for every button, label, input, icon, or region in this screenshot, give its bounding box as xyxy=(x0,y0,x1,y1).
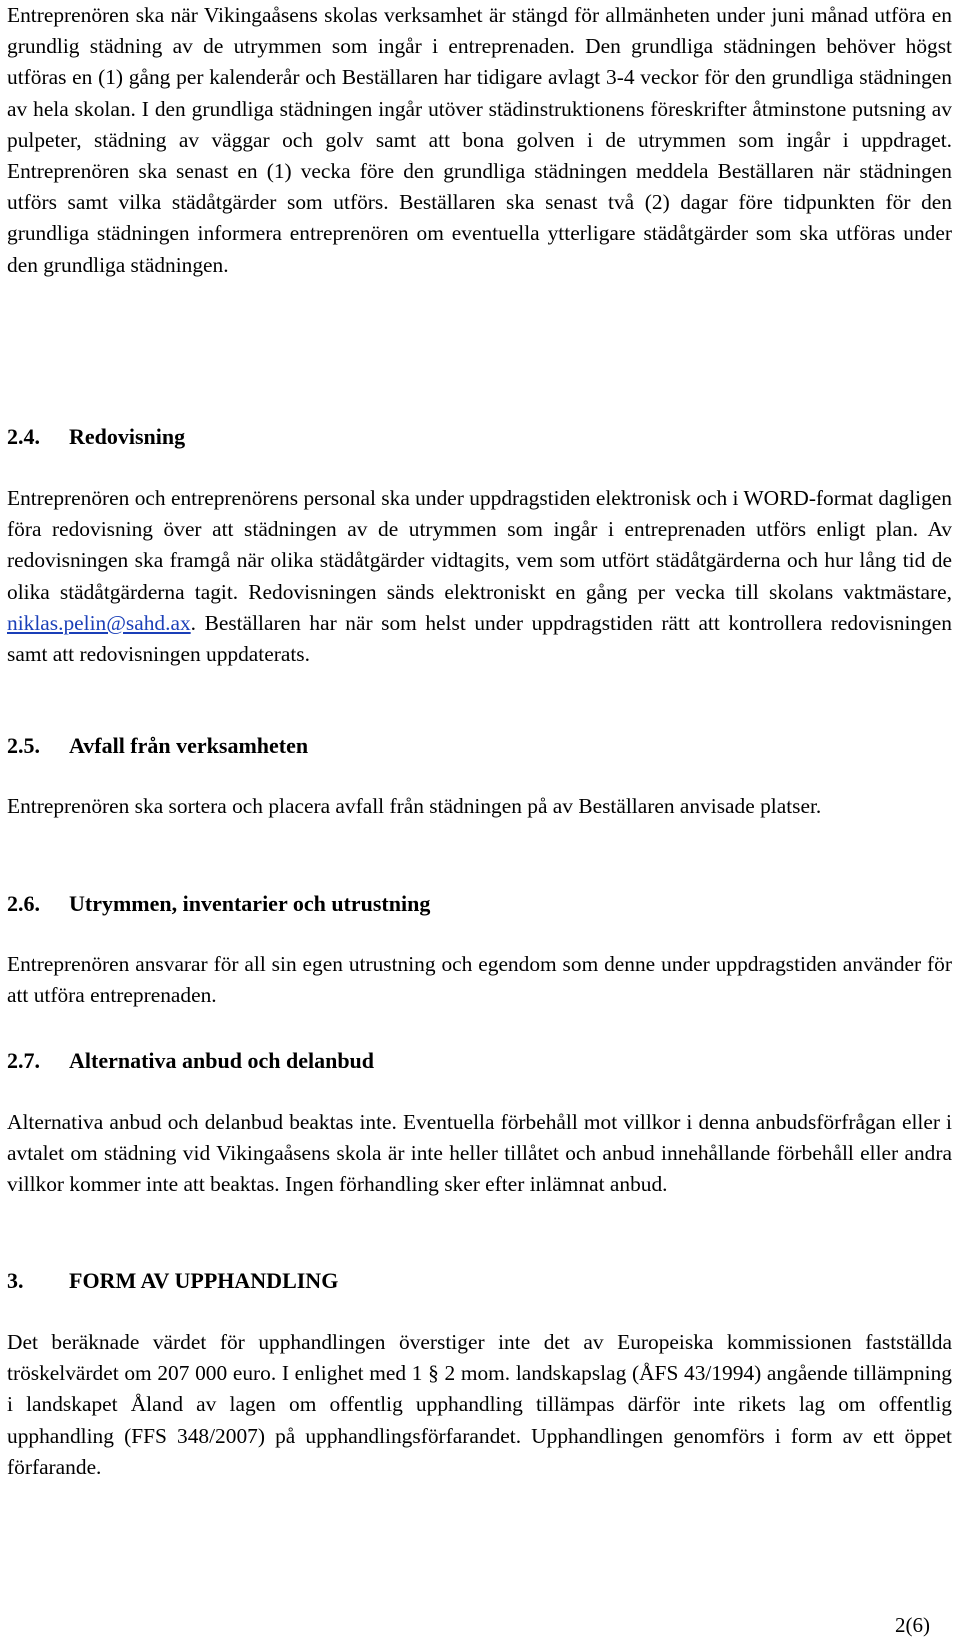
section-heading-3 xyxy=(7,1265,338,1296)
section-number: 2.5. xyxy=(7,733,40,758)
section-title: FORM AV UPPHANDLING xyxy=(69,1268,339,1293)
section-title: Avfall från verksamheten xyxy=(69,733,309,758)
section-title: Alternativa anbud och delanbud xyxy=(69,1048,375,1073)
section-heading-2-4 xyxy=(7,421,185,452)
section-3-paragraph: Det beräknade värdet för upphandlingen överstiger inte det av Europeiska kommissionen fastställda tröskelvärdet om 207 000 euro. I enlighet med 1 § 2 mom. landskapslag (ÅFS 43/1994) angående tillämpning i landskapet Åland av lagen om offentlig upphandling tillämpas därför inte rikets lag om offentlig upphandling (FFS 348/2007) på upphandlingsförfarandet. Upphandlingen genomförs i form av ett öppet förfarande. xyxy=(7,1330,952,1479)
section-2-4-paragraph xyxy=(7,483,952,670)
section-number: 2.7. xyxy=(7,1048,40,1073)
section-2-4-text-before: Entreprenören och entreprenörens personal ska under uppdragstiden elektronisk och i WORD-format dagligen föra redovisning över att städningen av de utrymmen som ingår i entreprenaden utförs enligt plan. Av redovisningen ska framgå när olika städåtgärder vidtagits, vem som utfört städåtgärderna och hur lång tid de olika städåtgärderna tagit. Redovisningen sänds elektroniskt en gång per vecka till skolans vaktmästare, xyxy=(7,486,952,604)
email-link[interactable]: niklas.pelin@sahd.ax xyxy=(7,610,191,635)
section-title: Utrymmen, inventarier och utrustning xyxy=(69,891,431,916)
section-2-4-text-after: . Beställaren har när som helst under uppdragstiden rätt att kontrollera redovisningen samt att redovisningen uppdaterats. xyxy=(7,610,952,667)
section-2-5-paragraph: Entreprenören ska sortera och placera avfall från städningen på av Beställaren anvisade platser. xyxy=(7,794,822,818)
section-heading-2-6 xyxy=(7,888,430,919)
intro-paragraph: Entreprenören ska när Vikingaåsens skolas verksamhet är stängd för allmänheten under juni månad utföra en grundlig städning av de utrymmen som ingår i entreprenaden. Den grundliga städningen behöver högst utföras en (1) gång per kalenderår och Beställaren har tidigare avlagt 3-4 veckor för den grundliga städningen av hela skolan. I den grundliga städningen ingår utöver städinstruktionens föreskrifter åtminstone putsning av pulpeter, städning av väggar och golv samt att bona golven i de utrymmen som ingår i uppdraget. Entreprenören ska senast en (1) vecka före den grundliga städningen meddela Beställaren när städningen utförs samt vilka städåtgärder som utförs. Beställaren ska senast två (2) dagar före tidpunkten för den grundliga städningen informera entreprenören om eventuella ytterligare städåtgärder som ska utföras under den grundliga städningen. xyxy=(7,3,952,277)
section-number: 2.4. xyxy=(7,424,40,449)
section-heading-2-7 xyxy=(7,1045,374,1076)
section-title: Redovisning xyxy=(69,424,186,449)
section-heading-2-5 xyxy=(7,730,308,761)
section-2-7-paragraph: Alternativa anbud och delanbud beaktas inte. Eventuella förbehåll mot villkor i denna anbudsförfrågan eller i avtalet om städning vid Vikingaåsens skola är inte heller tillåtet och anbud innehållande förbehåll eller andra villkor kommer inte att beaktas. Ingen förhandling sker efter inlämnat anbud. xyxy=(7,1110,952,1197)
section-number: 3. xyxy=(7,1268,24,1293)
section-number: 2.6. xyxy=(7,891,40,916)
page-number: 2(6) xyxy=(895,1613,930,1637)
section-2-6-paragraph: Entreprenören ansvarar för all sin egen utrustning och egendom som denne under uppdragstiden använder för att utföra entreprenaden. xyxy=(7,952,952,1008)
